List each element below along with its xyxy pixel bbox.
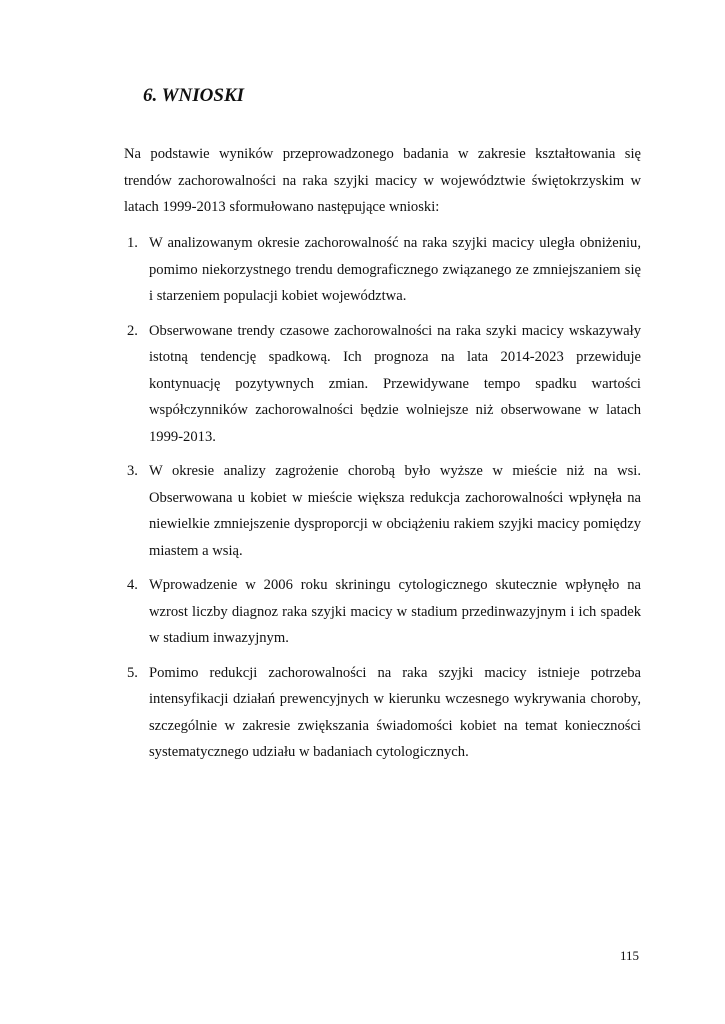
conclusion-item [124,458,641,564]
page-number: 115 [620,948,640,963]
conclusion-text: Pomimo redukcji zachorowalności na raka szyjki macicy istnieje potrzeba intensyfikacji działań prewencyjnych w kierunku wczesnego wykrywania choroby, szczególnie w zakresie zwiększania świadomości kobiet na temat konieczności systematycznego udziału w badaniach cytologicznych. [149,664,641,760]
conclusion-item [124,318,641,451]
conclusion-number: 2. [127,322,138,339]
conclusion-number: 3. [127,463,138,479]
conclusion-text: Wprowadzenie w 2006 roku skriningu cytologicznego skutecznie wpłynęło na wzrost liczby diagnoz raka szyjki macicy w stadium przedinwazyjnym i ich spadek w stadium inwazyjnym. [149,577,641,646]
conclusion-number: 1. [127,235,138,251]
section-heading: 6. WNIOSKI [143,85,245,106]
conclusion-number: 5. [127,664,138,681]
intro-paragraph: Na podstawie wyników przeprowadzonego badania w zakresie kształtowania się trendów zachorowalności na raka szyjki macicy w województwie świętokrzyskim w latach 1999-2013 sformułowano następujące wnioski: [124,146,641,215]
conclusion-item [124,230,641,310]
conclusion-text: W analizowanym okresie zachorowalność na raka szyjki macicy uległa obniżeniu, pomimo niekorzystnego trendu demograficznego związanego ze zmniejszaniem się i starzeniem populacji kobiet województwa. [149,235,641,304]
conclusion-text: Obserwowane trendy czasowe zachorowalności na raka szyki macicy wskazywały istotną tendencję spadkową. Ich prognoza na lata 2014-2023 przewiduje kontynuację pozytywnych zmian. Przewidywane tempo spadku wartości współczynników zachorowalności będzie wolniejsze niż obserwowane w latach 1999-2013. [149,322,641,445]
conclusions-list [124,230,641,774]
conclusion-number: 4. [127,577,138,593]
conclusion-item [124,660,641,766]
conclusion-item [124,572,641,652]
conclusion-text: W okresie analizy zagrożenie chorobą było wyższe w mieście niż na wsi. Obserwowana u kobiet w mieście większa redukcja zachorowalności wpłynęła na niewielkie zmniejszenie dysproporcji w obciążeniu rakiem szyjki macicy pomiędzy miastem a wsią. [149,463,641,559]
